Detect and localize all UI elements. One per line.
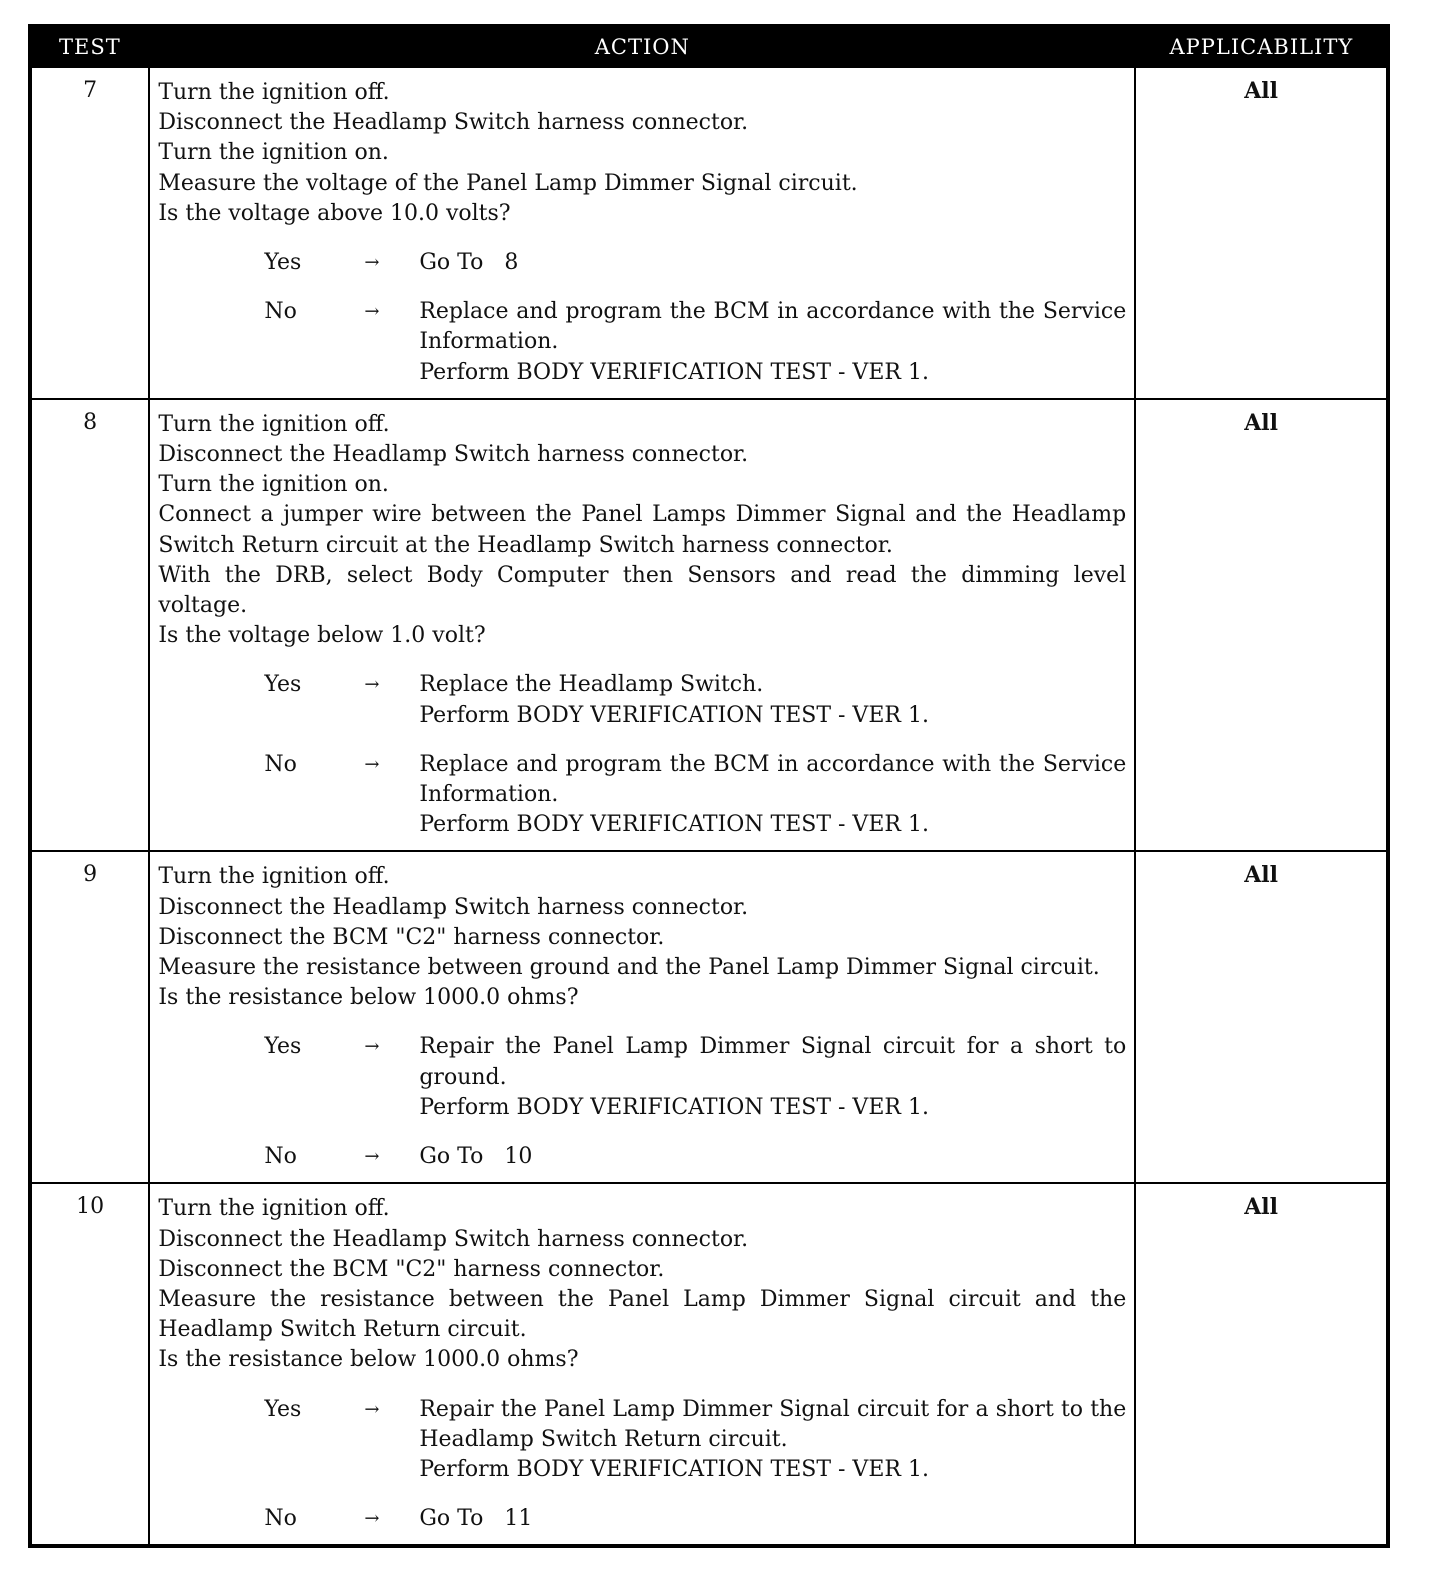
outcome-text (419, 670, 1126, 730)
outcome-text (419, 1032, 1134, 1123)
applicability-value: All (1135, 399, 1388, 852)
outcome-no (158, 297, 1134, 388)
action-cell (149, 67, 1135, 399)
outcome-label: Yes (264, 1034, 302, 1060)
action-step: Turn the ignition off. (158, 1196, 390, 1222)
applicability-value: All (1135, 1183, 1388, 1546)
right-arrow-icon: → (364, 252, 380, 274)
outcome-line: Go To 11 (419, 1506, 533, 1532)
outcome-label: Yes (264, 1396, 302, 1422)
outcome-line: Replace and program the BCM in accordance with the Service Information. (419, 751, 1134, 808)
header-action: ACTION (149, 26, 1135, 67)
test-number: 10 (30, 1183, 149, 1546)
header-applicability: APPLICABILITY (1135, 26, 1388, 67)
table-row (30, 851, 1388, 1183)
diagnostic-test-table (28, 24, 1390, 1548)
action-step: Disconnect the Headlamp Switch harness connector. (158, 1226, 749, 1252)
action-step: Is the voltage above 10.0 volts? (158, 200, 511, 226)
test-number: 9 (30, 851, 149, 1183)
action-step: Turn the ignition on. (158, 472, 389, 498)
outcome-text (419, 1395, 1134, 1486)
outcome-yes (158, 670, 1126, 730)
action-step: Disconnect the Headlamp Switch harness connector. (158, 894, 749, 920)
action-step: Disconnect the Headlamp Switch harness connector. (158, 110, 749, 136)
outcome-line: Perform BODY VERIFICATION TEST - VER 1. (419, 1456, 929, 1482)
outcome-no (158, 1504, 1126, 1534)
outcome-line: Replace and program the BCM in accordance with the Service Information. (419, 299, 1134, 355)
action-step: Connect a jumper wire between the Panel Lamps Dimmer Signal and the Headlamp Switch Return circuit at the Headlamp Switch harness connector. (158, 502, 1127, 558)
action-step: Is the resistance below 1000.0 ohms? (158, 985, 579, 1011)
outcome-text (419, 1142, 1126, 1172)
right-arrow-icon: → (364, 1036, 380, 1058)
outcome-yes (158, 1032, 1134, 1123)
header-test: TEST (30, 26, 149, 67)
right-arrow-icon: → (364, 1508, 380, 1530)
outcome-text (419, 750, 1134, 841)
action-cell (149, 399, 1135, 852)
outcome-no (158, 750, 1134, 841)
outcome-label: No (264, 299, 297, 325)
test-number: 8 (30, 399, 149, 852)
outcome-yes (158, 1395, 1134, 1486)
action-step: Measure the resistance between ground and the Panel Lamp Dimmer Signal circuit. (158, 955, 1100, 981)
outcome-text (419, 1504, 1126, 1534)
right-arrow-icon: → (364, 301, 380, 323)
action-step: Turn the ignition off. (158, 80, 390, 105)
right-arrow-icon: → (364, 1398, 380, 1420)
outcome-label: Yes (264, 672, 302, 698)
action-step: Turn the ignition on. (158, 140, 389, 166)
right-arrow-icon: → (364, 753, 380, 775)
table-header-row (30, 26, 1388, 67)
outcome-line: Perform BODY VERIFICATION TEST - VER 1. (419, 812, 929, 838)
outcome-label: No (264, 1506, 297, 1532)
table-row (30, 1183, 1388, 1546)
action-cell (149, 1183, 1135, 1546)
outcome-line: Perform BODY VERIFICATION TEST - VER 1. (419, 359, 929, 385)
outcome-no (158, 1142, 1126, 1172)
right-arrow-icon: → (364, 1146, 380, 1168)
action-step: Disconnect the Headlamp Switch harness connector. (158, 442, 749, 468)
outcome-yes (158, 248, 1126, 278)
outcome-text (419, 297, 1134, 388)
outcome-text (419, 248, 1126, 278)
action-step: Disconnect the BCM "C2" harness connector. (158, 924, 665, 950)
outcome-line: Go To 8 (419, 250, 519, 276)
outcome-label: No (264, 1144, 297, 1170)
action-cell (149, 851, 1135, 1183)
action-step: Turn the ignition off. (158, 411, 390, 437)
action-step: Is the resistance below 1000.0 ohms? (158, 1347, 579, 1373)
action-step: Is the voltage below 1.0 volt? (158, 623, 486, 649)
outcome-line: Repair the Panel Lamp Dimmer Signal circuit for a short to the Headlamp Switch Return circuit. (419, 1396, 1134, 1452)
table-body (30, 67, 1388, 1546)
action-step: Disconnect the BCM "C2" harness connector. (158, 1256, 665, 1282)
applicability-value: All (1135, 851, 1388, 1183)
outcome-line: Replace the Headlamp Switch. (419, 672, 764, 698)
outcome-line: Go To 10 (419, 1144, 533, 1170)
outcome-line: Perform BODY VERIFICATION TEST - VER 1. (419, 1094, 929, 1120)
outcome-line: Perform BODY VERIFICATION TEST - VER 1. (419, 702, 929, 728)
outcome-label: No (264, 751, 297, 777)
test-number: 7 (30, 67, 149, 399)
outcome-line: Repair the Panel Lamp Dimmer Signal circuit for a short to ground. (419, 1034, 1134, 1090)
table-row (30, 67, 1388, 399)
action-step: Measure the voltage of the Panel Lamp Dimmer Signal circuit. (158, 170, 858, 196)
table-row (30, 399, 1388, 852)
action-step: Measure the resistance between the Panel Lamp Dimmer Signal circuit and the Headlamp Switch Return circuit. (158, 1286, 1127, 1343)
action-step: Turn the ignition off. (158, 864, 390, 890)
applicability-value: All (1135, 67, 1388, 399)
outcome-label: Yes (264, 250, 302, 276)
action-step: With the DRB, select Body Computer then Sensors and read the dimming level voltage. (158, 562, 1127, 619)
right-arrow-icon: → (364, 674, 380, 696)
